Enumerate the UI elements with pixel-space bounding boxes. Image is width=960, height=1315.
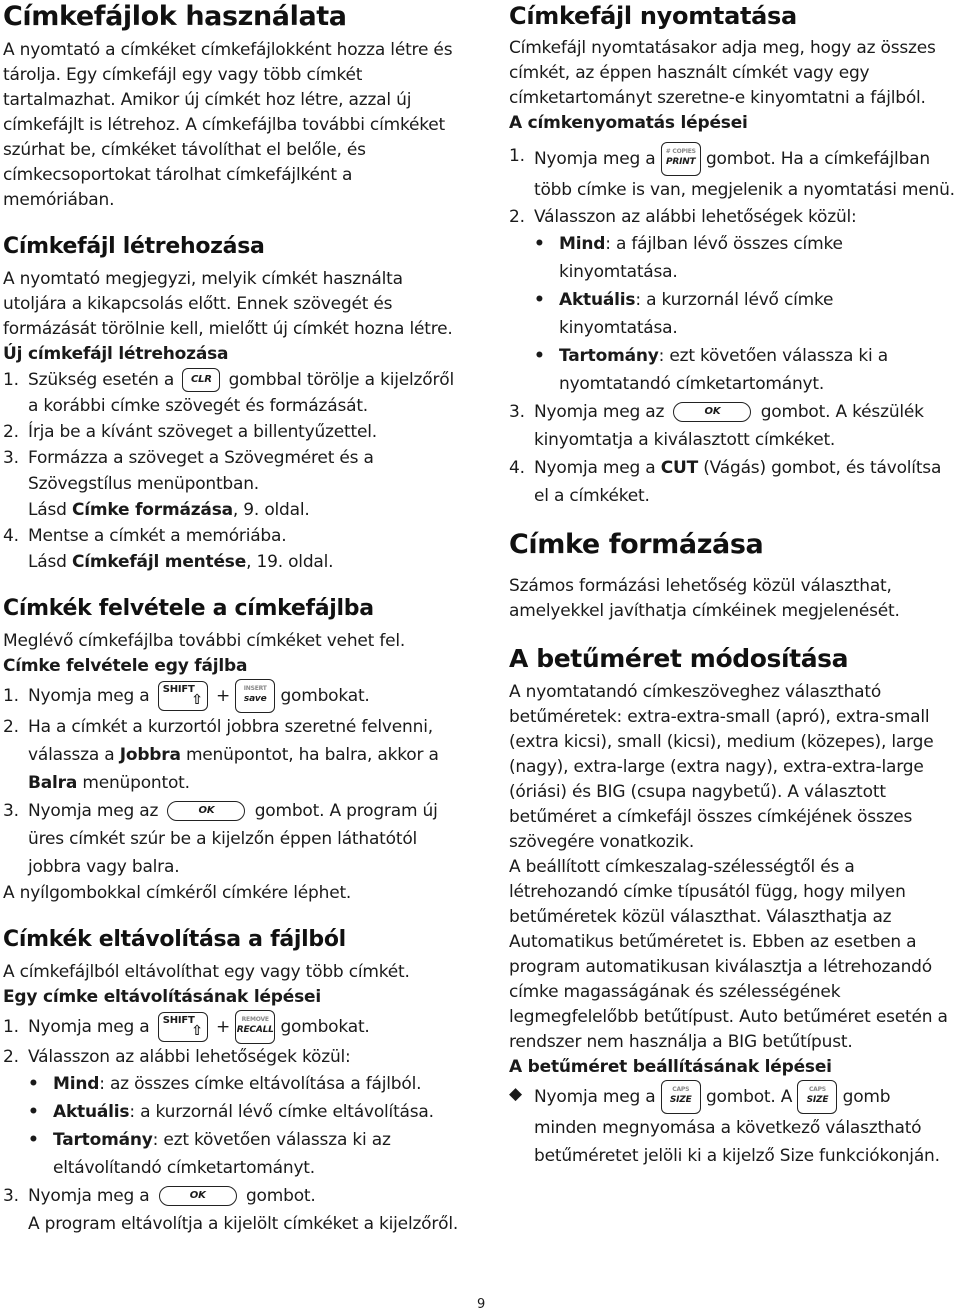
step-text-part: A program eltávolítja a kijelölt címkéket a kijelzőről.: [28, 1214, 459, 1234]
size-key-icon: [797, 1080, 837, 1114]
insert-save-key-icon: [235, 679, 275, 713]
print-key-icon: [661, 142, 701, 176]
step-item: [509, 204, 955, 230]
step-text-part: gomb minden megnyomása a következő választható betűméretet jelöli ki a kijelző Size funkciókonján.: [534, 1087, 940, 1166]
size-key-icon: [661, 1080, 701, 1114]
option-text: : a kurzornál lévő címke kinyomtatása.: [559, 290, 834, 338]
subheading-remove-label: Egy címke eltávolításának lépései: [3, 987, 321, 1007]
menu-option: Jobbra: [119, 745, 181, 765]
step-text-part: gombokat.: [280, 1017, 370, 1037]
step-item: [509, 1080, 955, 1170]
step-number: 4.: [509, 458, 525, 478]
step-item: [3, 679, 465, 713]
bullet-text: [559, 342, 955, 398]
step-number: 3.: [509, 402, 525, 422]
key-label-top: REMOVE: [241, 1016, 269, 1023]
plus-sign: +: [215, 686, 230, 706]
step-item: [509, 142, 955, 204]
step-text-part: Nyomja meg a: [534, 1087, 656, 1107]
step-text-part: Nyomja meg a: [534, 458, 656, 478]
key-label-top: CAPS: [808, 1086, 826, 1093]
section-body-create-file: A nyomtató megjegyzi, melyik címkét használta utoljára a kikapcsolás előtt. Ennek szövegét és formázását törölnie kell, mielőtt új címkét hozna létre.: [3, 269, 453, 339]
step-item: [3, 797, 465, 881]
step-item: [3, 1044, 465, 1070]
bullet-icon: •: [28, 1074, 39, 1094]
left-column: [3, 0, 465, 1238]
section-title-label-files: Címkefájlok használata: [3, 1, 347, 32]
page-number: 9: [477, 1297, 486, 1312]
step-text: [534, 142, 955, 204]
bullet-icon: •: [534, 290, 545, 310]
step-item: [509, 398, 955, 454]
step-item: [3, 367, 465, 419]
option-text: : az összes címke eltávolítása a fájlból.: [99, 1074, 422, 1094]
option-name: Aktuális: [559, 290, 636, 310]
plus-sign: +: [215, 1017, 230, 1037]
step-text-part: Mentse a címkét a memóriába.: [28, 526, 287, 546]
option-name: Mind: [559, 234, 606, 254]
key-label-bottom: SIZE: [806, 1095, 829, 1105]
step-text: [534, 454, 955, 510]
step-text-part: Ha a címkét a kurzortól jobbra szeretné felvenni, válassza a: [28, 717, 433, 765]
subheading-new-file: Új címkefájl létrehozása: [3, 344, 229, 364]
section-note-arrow-keys: A nyílgombokkal címkéről címkére léphet.: [3, 883, 352, 903]
step-item: [3, 1010, 465, 1044]
step-text-part: gombot. Ha a címkefájlban több címke is van, megjelenik a nyomtatási menü.: [534, 149, 955, 200]
step-item: [3, 1182, 465, 1238]
section-title-remove-labels: Címkék eltávolítása a fájlból: [3, 927, 346, 952]
bullet-item: [534, 342, 955, 398]
step-number: 3.: [3, 1186, 19, 1206]
shift-key-icon: [158, 681, 208, 711]
bullet-icon: •: [534, 234, 545, 254]
section-title-font-size: A betűméret módosítása: [509, 644, 849, 673]
option-text: : a kurzornál lévő címke eltávolítása.: [129, 1102, 434, 1122]
section-title-print-file: Címkefájl nyomtatása: [509, 2, 797, 30]
key-label: SHIFT: [162, 1015, 195, 1026]
key-name: CUT: [660, 458, 699, 478]
step-text: [534, 1080, 955, 1170]
step-text-part: Nyomja meg a: [28, 686, 150, 706]
step-number: 1.: [3, 370, 19, 390]
key-label-bottom: PRINT: [665, 157, 696, 167]
subheading-print-steps: A címkenyomatás lépései: [509, 113, 748, 133]
step-text: [28, 679, 465, 713]
cross-reference: Címke formázása: [71, 500, 233, 520]
step-item: [3, 419, 465, 445]
section-body-add-labels: Meglévő címkefájlba további címkéket vehet fel.: [3, 631, 406, 651]
menu-option: Balra: [28, 773, 78, 793]
step-text: [28, 367, 465, 419]
step-item: [3, 445, 465, 523]
step-number: 3.: [3, 448, 19, 468]
section-body-font-size-2: A beállított címkeszalag-szélességtől és a létrehozandó címke típusától függ, hogy milyen betűméretek közül választhat. Választhatja az Automatikus betűméretet is. Ebben az esetben a program automatikusan kiválasztja a létrehozandó címke magasságának és szélességének legmegfelelőbb betűtípust. Auto betűméret esetén a rendszer nem használja a BIG betűtípust.: [509, 857, 948, 1052]
step-number: 1.: [3, 1017, 19, 1037]
subheading-font-size-steps: A betűméret beállításának lépései: [509, 1057, 832, 1077]
step-text: [28, 1010, 465, 1044]
key-label-top: CAPS: [672, 1086, 690, 1093]
step-text-part: gombot. A készülék kinyomtatja a kiválasztott címkéket.: [534, 402, 924, 450]
bullet-text: [559, 230, 955, 286]
option-name: Mind: [53, 1074, 100, 1094]
option-name: Tartomány: [53, 1130, 153, 1150]
step-number: 2.: [3, 1047, 19, 1067]
step-text-part: gombot. A program új üres címkét szúr be a kijelzőn éppen láthatótól jobbra vagy balra.: [28, 801, 438, 877]
step-text-part: , 19. oldal.: [246, 552, 334, 572]
step-text-part: gombbal törölje a kijelzőről a korábbi címke szövegét és formázását.: [28, 370, 454, 416]
step-item: [509, 454, 955, 510]
step-text: [28, 523, 465, 575]
bullet-text: [559, 286, 955, 342]
option-name: Tartomány: [559, 346, 659, 366]
ok-key-icon: OK: [673, 402, 751, 422]
step-text-part: gombot. A: [705, 1087, 793, 1107]
section-body-label-files: A nyomtató a címkéket címkefájlokként hozza létre és tárolja. Egy címkefájl egy vagy több címkét tartalmazhat. Amikor új címkét hoz létre, azzal új címkefájlt is létrehoz. A címkefájlba további címkéket szúrhat be, címkéket távolíthat el belőle, és címkecsoportokat tárolhat címkefájlként a memóriában.: [3, 40, 453, 210]
arrow-up-icon: ⇧: [191, 1023, 203, 1039]
step-text-part: (Vágás) gombot, és távolítsa el a címkéket.: [534, 458, 942, 506]
step-text-part: menüpontot, ha balra, akkor a: [185, 745, 439, 765]
ok-key-icon: OK: [159, 1186, 237, 1206]
step-text-part: Nyomja meg a: [28, 1186, 150, 1206]
step-text-part: Nyomja meg a: [28, 1017, 150, 1037]
step-item: [3, 713, 465, 797]
step-number: 3.: [3, 801, 19, 821]
step-text-part: menüpontot.: [82, 773, 190, 793]
bullet-text: [53, 1126, 465, 1182]
ok-key-icon: OK: [167, 801, 245, 821]
step-item: [3, 523, 465, 575]
step-number: 1.: [3, 686, 19, 706]
section-body-font-size: A nyomtatandó címkeszöveghez választható betűméretek: extra-extra-small (apró), extra-small (extra kicsi), small (kicsi), medium (közepes), large (nagy), extra-large (extra nagy), extra-extra-large (óriási) és BIG (csupa nagybetű). A választott betűméret a címkefájl összes címkéjének összes szövegére vonatkozik.: [509, 682, 934, 852]
step-text-part: Szükség esetén a: [28, 370, 175, 390]
option-name: Aktuális: [53, 1102, 130, 1122]
bullet-icon: •: [28, 1102, 39, 1122]
key-label-top: # COPIES: [665, 148, 696, 155]
step-number: 2.: [3, 717, 19, 737]
step-text-part: Formázza a szöveget a Szövegméret és a Szövegstílus menüpontban.: [28, 448, 374, 494]
bullet-text: [53, 1070, 421, 1098]
step-text-part: Nyomja meg a: [534, 149, 656, 169]
option-text: : ezt követően válassza ki az eltávolítandó címketartományt.: [53, 1130, 391, 1178]
section-title-label-format: Címke formázása: [509, 529, 764, 560]
step-text: [28, 1182, 465, 1238]
subheading-add-label: Címke felvétele egy fájlba: [3, 656, 248, 676]
step-text: Írja be a kívánt szöveget a billentyűzettel.: [28, 422, 377, 442]
step-number: 1.: [509, 146, 525, 166]
step-text: [28, 445, 465, 523]
step-text-part: Lásd: [28, 500, 67, 520]
key-label: SHIFT: [162, 684, 195, 695]
section-body-print-file: Címkefájl nyomtatásakor adja meg, hogy az összes címkét, az éppen használt címkét vagy egy címketartományt szeretne-e kinyomtatni a fájlból.: [509, 38, 936, 108]
step-number: 4.: [3, 526, 19, 546]
step-text-part: Nyomja meg az: [534, 402, 665, 422]
step-text-part: gombot.: [245, 1186, 316, 1206]
key-label-bottom: SIZE: [669, 1095, 692, 1105]
step-text-part: Lásd: [28, 552, 67, 572]
bullet-icon: •: [534, 346, 545, 366]
bullet-text: [53, 1098, 434, 1126]
right-column: [509, 0, 955, 1170]
diamond-bullet-icon: ◆: [509, 1084, 522, 1104]
option-text: : a fájlban lévő összes címke kinyomtatása.: [559, 234, 843, 282]
key-label-bottom: RECALL: [236, 1025, 274, 1035]
key-label-top: INSERT: [243, 685, 267, 692]
clr-key-icon: CLR: [182, 368, 220, 392]
step-text-part: gombokat.: [280, 686, 370, 706]
step-text: [28, 713, 465, 797]
section-title-add-labels: Címkék felvétele a címkefájlba: [3, 596, 374, 621]
bullet-item: [28, 1126, 465, 1182]
step-number: 2.: [3, 422, 19, 442]
section-body-label-format: Számos formázási lehetőség közül választhat, amelyekkel javíthatja címkéinek megjelenését.: [509, 576, 900, 621]
step-text: [28, 797, 465, 881]
remove-recall-key-icon: [235, 1010, 275, 1044]
section-body-remove-labels: A címkefájlból eltávolíthat egy vagy több címkét.: [3, 962, 410, 982]
bullet-item: [28, 1098, 465, 1126]
shift-key-icon: [158, 1012, 208, 1042]
step-text-part: Nyomja meg az: [28, 801, 159, 821]
step-text: [534, 398, 955, 454]
bullet-item: [534, 230, 955, 286]
option-text: : ezt követően válassza ki a nyomtatandó címketartományt.: [559, 346, 888, 394]
bullet-item: [534, 286, 955, 342]
bullet-icon: •: [28, 1130, 39, 1150]
key-label-bottom: save: [243, 694, 267, 704]
step-number: 2.: [509, 207, 525, 227]
bullet-item: [28, 1070, 465, 1098]
cross-reference: Címkefájl mentése: [71, 552, 247, 572]
step-text: Válasszon az alábbi lehetőségek közül:: [28, 1047, 351, 1067]
step-text: Válasszon az alábbi lehetőségek közül:: [534, 207, 857, 227]
section-title-create-file: Címkefájl létrehozása: [3, 234, 265, 259]
arrow-up-icon: ⇧: [191, 692, 203, 708]
step-text-part: , 9. oldal.: [232, 500, 310, 520]
